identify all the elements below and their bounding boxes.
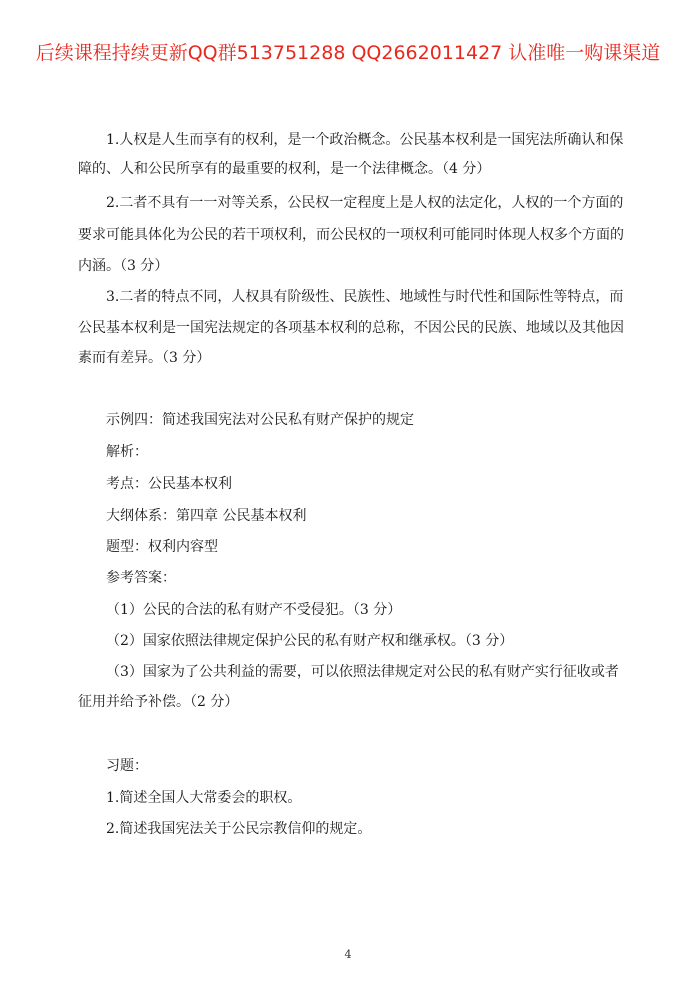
exam-point: 考点：公民基本权利 [106,476,232,492]
page-number: 4 [344,948,352,961]
reference-answer-3-line-1: （3）国家为了公共利益的需要，可以依照法律规定对公民的私有财产实行征收或者 [106,664,619,680]
answer-point-3-line-3: 素而有差异。（3 分） [78,350,211,366]
answer-point-3-line-2: 公民基本权利是一国宪法规定的各项基本权利的总称，不因公民的民族、地域以及其他因 [78,320,624,336]
promo-banner: 后续课程持续更新QQ群513751288 QQ2662011427 认准唯一购课渠道 [35,42,661,64]
answer-point-1-line-1: 1.人权是人生而享有的权利，是一个政治概念。公民基本权利是一国宪法所确认和保 [106,132,624,148]
exercises-label: 习题： [106,758,148,774]
reference-answer-3-line-2: 征用并给予补偿。（2 分） [78,694,239,710]
answer-point-1-line-2: 障的、人和公民所享有的最重要的权利，是一个法律概念。（4 分） [78,161,491,177]
question-type: 题型：权利内容型 [106,539,218,555]
answer-point-2-line-1: 2.二者不具有一一对等关系，公民权一定程度上是人权的法定化，人权的一个方面的 [106,195,624,211]
answer-point-2-line-3: 内涵。（3 分） [78,258,169,274]
answer-point-2-line-2: 要求可能具体化为公民的若干项权利，而公民权的一项权利可能同时体现人权多个方面的 [78,227,624,243]
reference-answer-1: （1）公民的合法的私有财产不受侵犯。（3 分） [106,602,402,618]
reference-answer-label: 参考答案： [106,570,176,586]
syllabus: 大纲体系：第四章 公民基本权利 [106,508,307,524]
example-title: 示例四：简述我国宪法对公民私有财产保护的规定 [106,412,414,428]
exercise-item-2: 2.简述我国宪法关于公民宗教信仰的规定。 [106,821,372,837]
analysis-label: 解析： [106,444,148,460]
exercise-item-1: 1.简述全国人大常委会的职权。 [106,790,302,806]
reference-answer-2: （2）国家依照法律规定保护公民的私有财产权和继承权。（3 分） [106,633,514,649]
answer-point-3-line-1: 3.二者的特点不同，人权具有阶级性、民族性、地域性与时代性和国际性等特点，而 [106,289,624,305]
